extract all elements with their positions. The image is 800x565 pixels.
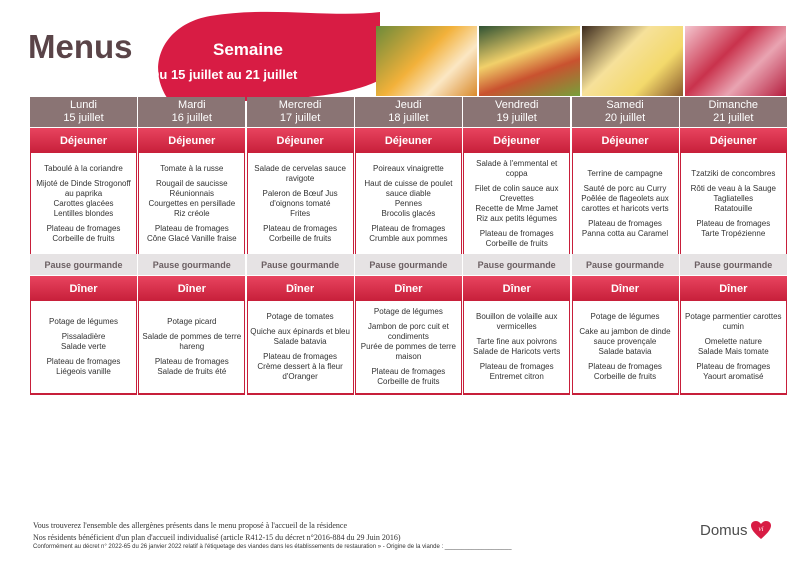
menu-item: Salade à l'emmental et coppa [476,158,558,178]
menu-item: Jambon de porc cuit et condiments [367,322,449,341]
menu-item: Plateau de fromages [46,357,121,366]
diner-menu [463,301,570,395]
heart-vi-logo-icon [750,520,772,540]
dejeuner-header: Déjeuner [138,127,245,153]
menu-item: Salade de fruits été [157,367,227,376]
menu-item: Omelette nature [704,337,762,346]
menu-item: Tomate à la russe [160,163,224,173]
food-photo [376,26,477,96]
menu-item: Filet de colin sauce aux Crevettes [474,183,559,203]
menu-item: Quiche aux épinards et bleu [250,327,350,336]
menu-item: Mijoté de Dinde Strogonoff au paprika [36,178,131,198]
day-date: 20 juillet [604,112,646,124]
menu-item: Cône Glacé Vanille fraise [146,233,237,243]
menu-item: Paleron de Bœuf Jus d'oignons tomaté [262,188,338,208]
dejeuner-header: Déjeuner [30,127,137,153]
domus-logo [700,520,772,540]
page-title: Menus [28,28,133,65]
day-column [247,97,354,397]
menu-item: Crème dessert à la fleur d'Oranger [257,362,343,381]
diner-menu [30,301,137,395]
dejeuner-header: Déjeuner [355,127,462,153]
menu-item: Rougail de saucisse Réunionnais [155,178,228,198]
diner-menu [572,301,679,395]
day-header [247,97,354,127]
menu-item: Tagliatelles [713,193,754,203]
dejeuner-header: Déjeuner [247,127,354,153]
dejeuner-menu [572,153,679,254]
dejeuner-menu [247,153,354,254]
dejeuner-menu [680,153,787,254]
diner-header: Dîner [463,275,570,301]
day-date: 15 juillet [63,112,104,124]
day-name: Mardi [178,99,206,111]
menu-item: Tarte Tropézienne [701,228,766,238]
svg-text:vi: vi [757,525,764,533]
menu-item: Frites [290,208,311,218]
week-label: Semaine [213,40,283,59]
day-name: Lundi [70,99,97,111]
diner-header: Dîner [138,275,245,301]
menu-item: Plateau de fromages [588,218,662,228]
day-column [138,97,245,397]
menu-item: Tarte fine aux poivrons [476,337,557,346]
menu-item: Yaourt aromatisé [703,372,764,381]
menu-item: Potage parmentier carottes cumin [685,312,782,331]
logo-text: Domus [700,521,748,539]
dejeuner-menu [355,153,462,254]
menu-item: Plateau de fromages [479,228,554,238]
day-column [572,97,679,397]
menu-item: Corbeille de fruits [485,238,548,248]
menu-item: Plateau de fromages [696,218,771,228]
menu-item: Riz aux petits légumes [476,213,557,223]
menu-item: Plateau de fromages [154,357,229,366]
dejeuner-header: Déjeuner [463,127,570,153]
food-photo [685,26,786,96]
day-header [572,97,679,127]
day-column [355,97,462,397]
day-header [680,97,787,127]
menu-item: Salade de pommes de terre hareng [142,332,242,351]
allergen-notice: Vous trouverez l'ensemble des allergènes présents dans le menu proposé à l'accueil de la résidence [33,521,348,530]
day-date: 21 juillet [713,112,754,124]
menu-item: Bouillon de volaille aux vermicelles [475,312,558,331]
menu-item: Entremet citron [489,372,544,381]
pause-gourmande: Pause gourmande [138,254,245,275]
dejeuner-menu [138,153,245,254]
diner-header: Dîner [247,275,354,301]
menu-item: Haut de cuisse de poulet sauce diable [364,178,453,198]
menu-item: Plateau de fromages [154,223,229,233]
day-date: 17 juillet [279,112,321,124]
menu-item: Salade verte [61,342,106,351]
day-header [30,97,137,127]
day-column [30,97,137,397]
menu-item: Rôti de veau à la Sauge [690,183,776,193]
menu-item: Pennes [394,198,422,208]
menu-item: Salade de cervelas sauce ravigote [254,163,346,183]
menu-item: Brocolis glacés [381,208,436,218]
menu-item: Plateau de fromages [588,362,662,371]
menu-item: Corbeille de fruits [377,377,440,386]
diner-menu [247,301,354,395]
menu-item: Poêlée de flageolets aux carottes et haricots verts [581,193,669,213]
menu-item: Potage picard [167,317,217,326]
meat-origin-notice: Conformément au décret n° 2022-65 du 26 janvier 2022 relatif à l'étiquetage des viandes dans les établissements de restauration » - Origine de la viande : ____________________ [33,544,512,550]
menu-item: Plateau de fromages [371,223,446,233]
menu-item: Cake au jambon de dinde sauce provençale [579,327,671,346]
food-photo [582,26,683,96]
menu-item: Pissaladière [61,332,106,341]
day-column [463,97,570,397]
day-date: 16 juillet [171,112,212,124]
menu-item: Lentilles blondes [53,208,114,218]
individual-plan-notice: Nos résidents bénéficient d'un plan d'accueil individualisé (article R412-15 du décret n°2016-884 du 29 Juin 2016) [33,533,401,542]
pause-gourmande: Pause gourmande [680,254,787,275]
menu-item: Recette de Mme Jamet [475,203,559,213]
pause-gourmande: Pause gourmande [463,254,570,275]
day-name: Jeudi [395,99,422,111]
menu-item: Potage de légumes [373,307,443,316]
day-date: 19 juillet [496,112,537,124]
menu-item: Potage de légumes [590,312,660,321]
menu-item: Poireaux vinaigrette [373,163,444,173]
menu-item: Salade Mais tomate [697,347,769,356]
week-dates: Du 15 juillet au 21 juillet [150,67,298,82]
food-photos-strip [376,26,786,96]
menu-item: Taboulé à la coriandre [44,163,123,173]
dejeuner-header: Déjeuner [572,127,679,153]
menu-item: Carottes glacées [53,198,114,208]
day-name: Mercredi [278,99,322,111]
dejeuner-header: Déjeuner [680,127,787,153]
day-name: Dimanche [708,99,759,111]
menu-item: Riz créole [174,208,210,218]
diner-header: Dîner [680,275,787,301]
menu-item: Salade batavia [598,347,652,356]
menu-item: Sauté de porc au Curry [583,183,667,193]
pause-gourmande: Pause gourmande [30,254,137,275]
day-header [463,97,570,127]
day-name: Samedi [606,99,644,111]
diner-header: Dîner [355,275,462,301]
menu-item: Ratatouille [714,203,753,213]
menu-item: Potage de légumes [49,317,118,326]
menu-item: Plateau de fromages [371,367,446,376]
menu-item: Plateau de fromages [263,223,337,233]
food-photo [479,26,580,96]
menu-grid [30,97,787,397]
menu-item: Courgettes en persillade [148,198,236,208]
dejeuner-menu [30,153,137,254]
day-name: Vendredi [494,99,539,111]
menu-item: Salade de Haricots verts [473,347,561,356]
day-header [355,97,462,127]
menu-item: Plateau de fromages [696,362,771,371]
menu-item: Salade batavia [273,337,327,346]
menu-item: Liégeois vanille [56,367,111,376]
menu-item: Purée de pommes de terre maison [360,342,456,361]
diner-menu [138,301,245,395]
pause-gourmande: Pause gourmande [355,254,462,275]
menu-item: Tzatziki de concombres [691,168,776,178]
menu-item: Terrine de campagne [587,168,663,178]
menu-item: Corbeille de fruits [593,372,657,381]
diner-header: Dîner [30,275,137,301]
day-date: 18 juillet [388,112,429,124]
pause-gourmande: Pause gourmande [247,254,354,275]
day-column [680,97,787,397]
pause-gourmande: Pause gourmande [572,254,679,275]
diner-header: Dîner [572,275,679,301]
diner-menu [355,301,462,395]
menu-item: Crumble aux pommes [369,233,448,243]
menu-item: Potage de tomates [266,312,334,321]
dejeuner-menu [463,153,570,254]
menu-item: Panna cotta au Caramel [581,228,669,238]
menu-item: Plateau de fromages [479,362,554,371]
menu-item: Plateau de fromages [46,223,121,233]
menu-item: Corbeille de fruits [268,233,332,243]
day-header [138,97,245,127]
menu-item: Corbeille de fruits [52,233,115,243]
menu-item: Plateau de fromages [263,352,337,361]
diner-menu [680,301,787,395]
